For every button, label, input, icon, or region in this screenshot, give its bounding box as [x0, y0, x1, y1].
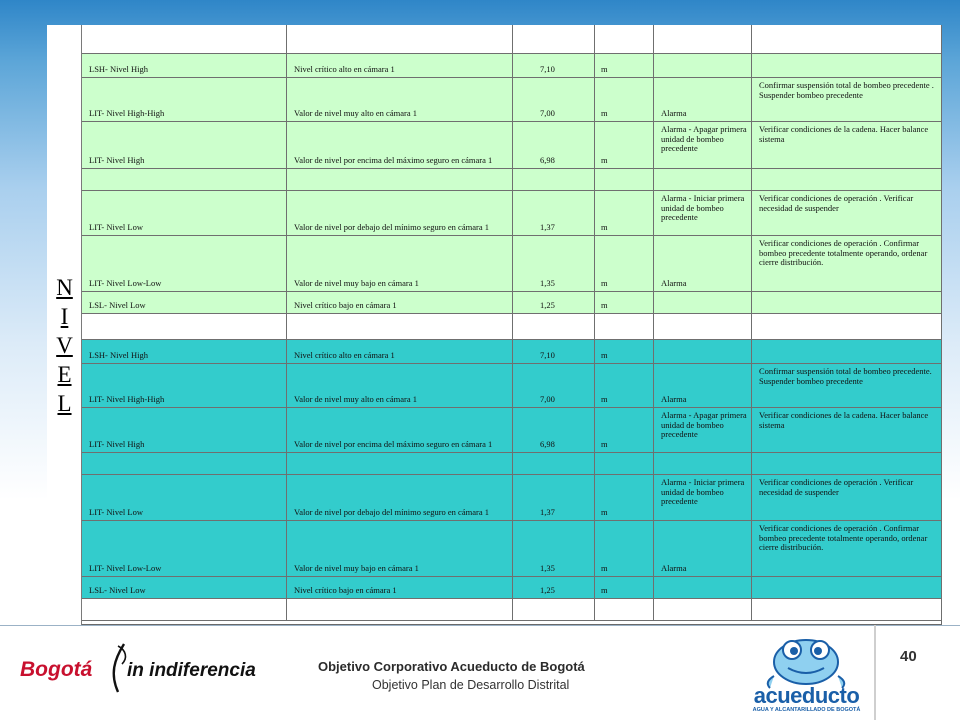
- table-row: [82, 340, 942, 364]
- cell-variable: LIT- Nivel High: [82, 408, 287, 453]
- cell-unit: m: [595, 292, 654, 314]
- blank-row: [82, 453, 942, 475]
- cell-unit: m: [595, 364, 654, 408]
- cell-unit: [595, 25, 654, 54]
- cell-variable: LSH- Nivel High: [82, 340, 287, 364]
- cell-description: [287, 314, 513, 340]
- cell-description: [287, 169, 513, 191]
- cell-response: Confirmar suspensión total de bombeo precedente . Suspender bombeo precedente: [752, 78, 942, 122]
- cell-variable: LSH- Nivel High: [82, 54, 287, 78]
- table-row: [82, 292, 942, 314]
- nivel-vertical-label: [47, 273, 82, 418]
- cell-unit: [595, 599, 654, 621]
- cell-variable: LIT- Nivel Low: [82, 475, 287, 521]
- cell-value: 1,35: [513, 236, 595, 292]
- table-row: [82, 364, 942, 408]
- cell-response: [752, 599, 942, 621]
- cell-unit: m: [595, 475, 654, 521]
- acueducto-wordmark: acueducto: [753, 683, 860, 708]
- nivel-letter: N: [56, 275, 73, 300]
- cell-variable: LIT- Nivel High-High: [82, 364, 287, 408]
- cell-action: [654, 599, 752, 621]
- cell-value: 6,98: [513, 408, 595, 453]
- cell-unit: m: [595, 78, 654, 122]
- cell-value: 7,10: [513, 340, 595, 364]
- cell-variable: LSL- Nivel Low: [82, 577, 287, 599]
- cell-value: 1,37: [513, 475, 595, 521]
- cell-description: [287, 25, 513, 54]
- cell-response: [752, 25, 942, 54]
- cell-unit: [595, 169, 654, 191]
- cell-response: [752, 453, 942, 475]
- cell-unit: [595, 314, 654, 340]
- footer-divider: [0, 625, 960, 626]
- cell-action: [654, 169, 752, 191]
- cell-action: Alarma: [654, 364, 752, 408]
- cell-value: 7,10: [513, 54, 595, 78]
- table-row: [82, 577, 942, 599]
- cell-description: Nivel crítico bajo en cámara 1: [287, 292, 513, 314]
- cell-value: 7,00: [513, 78, 595, 122]
- cell-variable: LIT- Nivel High: [82, 122, 287, 169]
- cell-action: Alarma - Iniciar primera unidad de bombeo precedente: [654, 191, 752, 236]
- blank-row: [82, 25, 942, 54]
- cell-action: Alarma - Apagar primera unidad de bombeo precedente: [654, 122, 752, 169]
- cell-value: [513, 453, 595, 475]
- bogota-sin-indiferencia-logo: [14, 640, 256, 695]
- cell-description: Valor de nivel muy alto en cámara 1: [287, 364, 513, 408]
- blank-row: [82, 314, 942, 340]
- cell-response: Verificar condiciones de la cadena. Hacer balance sistema: [752, 408, 942, 453]
- cell-variable: [82, 25, 287, 54]
- cell-unit: m: [595, 122, 654, 169]
- cell-value: 1,35: [513, 521, 595, 577]
- table-row: [82, 521, 942, 577]
- cell-description: Nivel crítico alto en cámara 1: [287, 340, 513, 364]
- cell-variable: LIT- Nivel Low-Low: [82, 521, 287, 577]
- cell-action: [654, 314, 752, 340]
- cell-action: [654, 577, 752, 599]
- table-row: [82, 475, 942, 521]
- cell-unit: m: [595, 521, 654, 577]
- nivel-letter: L: [57, 391, 72, 416]
- cell-value: 6,98: [513, 122, 595, 169]
- cell-unit: [595, 453, 654, 475]
- cell-action: [654, 54, 752, 78]
- alarm-grid: [82, 25, 942, 625]
- cell-description: Valor de nivel muy alto en cámara 1: [287, 78, 513, 122]
- cell-description: Valor de nivel muy bajo en cámara 1: [287, 236, 513, 292]
- cell-value: [513, 169, 595, 191]
- cell-value: 7,00: [513, 364, 595, 408]
- cell-variable: LIT- Nivel High-High: [82, 78, 287, 122]
- cell-response: Verificar condiciones de operación . Verificar necesidad de suspender: [752, 191, 942, 236]
- cell-unit: m: [595, 340, 654, 364]
- table-row: [82, 191, 942, 236]
- acueducto-tagline: AGUA Y ALCANTARILLADO DE BOGOTÁ: [752, 707, 861, 713]
- table-row: [82, 54, 942, 78]
- table-row: [82, 408, 942, 453]
- cell-description: Nivel crítico bajo en cámara 1: [287, 577, 513, 599]
- cell-variable: [82, 453, 287, 475]
- cell-variable: [82, 314, 287, 340]
- cell-action: Alarma - Apagar primera unidad de bombeo precedente: [654, 408, 752, 453]
- cell-variable: LIT- Nivel Low: [82, 191, 287, 236]
- cell-action: Alarma: [654, 78, 752, 122]
- cell-value: [513, 599, 595, 621]
- logo-s-stroke: [114, 644, 124, 692]
- cell-variable: LSL- Nivel Low: [82, 292, 287, 314]
- page-number: 40: [900, 648, 917, 665]
- cell-value: 1,37: [513, 191, 595, 236]
- blank-row: [82, 169, 942, 191]
- cell-response: [752, 292, 942, 314]
- cell-action: Alarma: [654, 236, 752, 292]
- cell-description: Valor de nivel por debajo del mínimo seguro en cámara 1: [287, 475, 513, 521]
- nivel-letter: V: [56, 333, 73, 358]
- cell-response: [752, 314, 942, 340]
- cell-response: [752, 169, 942, 191]
- nivel-letter: E: [57, 362, 72, 387]
- cell-response: Verificar condiciones de operación . Confirmar bombeo precedente totalmente operando, ordenar cierre distribución.: [752, 236, 942, 292]
- cell-action: [654, 25, 752, 54]
- cell-description: Valor de nivel por debajo del mínimo seguro en cámara 1: [287, 191, 513, 236]
- cell-variable: LIT- Nivel Low-Low: [82, 236, 287, 292]
- cell-response: Verificar condiciones de operación . Verificar necesidad de suspender: [752, 475, 942, 521]
- cell-unit: m: [595, 191, 654, 236]
- cell-unit: m: [595, 408, 654, 453]
- table-row: [82, 78, 942, 122]
- cell-description: Valor de nivel por encima del máximo seguro en cámara 1: [287, 122, 513, 169]
- cell-variable: [82, 599, 287, 621]
- table-row: [82, 122, 942, 169]
- cell-variable: [82, 169, 287, 191]
- logo-bogota-text: Bogotá: [20, 658, 93, 681]
- blank-row: [82, 599, 942, 621]
- cell-action: Alarma: [654, 521, 752, 577]
- cell-unit: m: [595, 236, 654, 292]
- cell-unit: m: [595, 577, 654, 599]
- cell-description: [287, 599, 513, 621]
- cell-response: Verificar condiciones de la cadena. Hacer balance sistema: [752, 122, 942, 169]
- cell-description: [287, 453, 513, 475]
- footer-subtitle: Objetivo Plan de Desarrollo Distrital: [372, 678, 570, 692]
- cell-value: [513, 25, 595, 54]
- cell-response: Verificar condiciones de operación . Confirmar bombeo precedente totalmente operando, ordenar cierre distribución.: [752, 521, 942, 577]
- cell-response: [752, 54, 942, 78]
- cell-unit: m: [595, 54, 654, 78]
- nivel-column: [47, 25, 82, 625]
- cell-action: [654, 453, 752, 475]
- cell-response: [752, 340, 942, 364]
- cell-action: Alarma - Iniciar primera unidad de bombeo precedente: [654, 475, 752, 521]
- cell-description: Valor de nivel muy bajo en cámara 1: [287, 521, 513, 577]
- nivel-letter: I: [60, 304, 69, 329]
- cell-value: [513, 314, 595, 340]
- cell-response: [752, 577, 942, 599]
- logo-indiferencia-text: in indiferencia: [127, 660, 256, 681]
- cell-value: 1,25: [513, 577, 595, 599]
- cell-value: 1,25: [513, 292, 595, 314]
- cell-action: [654, 340, 752, 364]
- cell-description: Nivel crítico alto en cámara 1: [287, 54, 513, 78]
- cell-response: Confirmar suspensión total de bombeo precedente. Suspender bombeo precedente: [752, 364, 942, 408]
- cell-action: [654, 292, 752, 314]
- cell-description: Valor de nivel por encima del máximo seguro en cámara 1: [287, 408, 513, 453]
- table-row: [82, 236, 942, 292]
- footer-title: Objetivo Corporativo Acueducto de Bogotá: [318, 659, 585, 674]
